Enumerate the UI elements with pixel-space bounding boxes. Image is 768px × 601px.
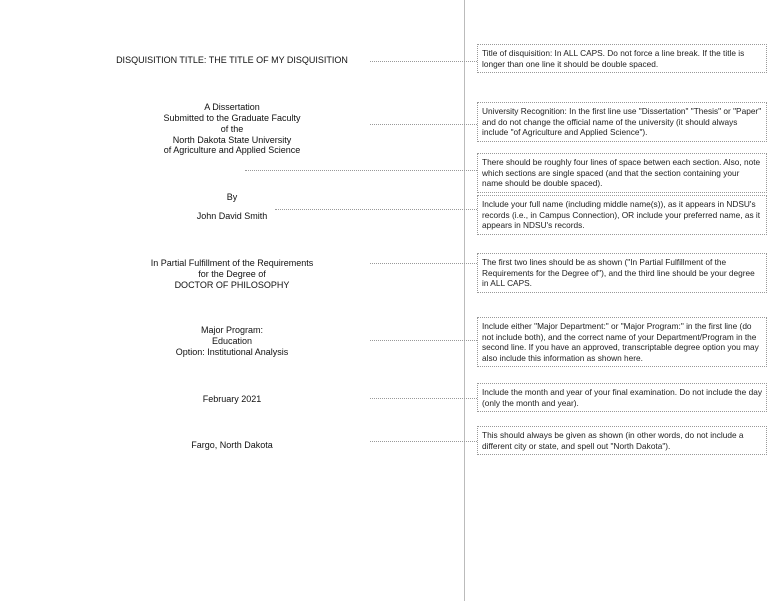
comment-balloon[interactable]: There should be roughly four lines of space betwen each section. Also, note which sections are single spaced (and that the section containing your name should be double spaced). <box>477 153 767 193</box>
comment-connector <box>370 263 477 264</box>
fulfillment-line: In Partial Fulfillment of the Requirements <box>150 258 314 268</box>
comment-balloon[interactable]: University Recognition: In the first line use "Dissertation" "Thesis" or "Paper" and do not change the official name of the university (it should always include "of Agriculture and Applied Science"). <box>477 102 767 142</box>
degree-name: DOCTOR OF PHILOSOPHY <box>174 280 290 290</box>
comment-balloon[interactable]: Include either "Major Department:" or "Major Program:" in the first line (do not include both), and the correct name of your Department/Program in the second line. If you have an approved, transcriptable degree option you may also include this information as shown here. <box>477 317 767 367</box>
comment-connector <box>370 61 477 62</box>
comment-connector <box>370 441 477 442</box>
comment-balloon[interactable]: Include your full name (including middle name(s)), as it appears in NDSU's records (i.e., in Campus Connection), OR include your preferred name, as it appears in NDSU's records. <box>477 195 767 235</box>
recognition-line: of the <box>220 124 244 134</box>
recognition-line: Submitted to the Graduate Faculty <box>163 113 301 123</box>
location: Fargo, North Dakota <box>191 440 273 450</box>
recognition-line: North Dakota State University <box>172 135 292 145</box>
comment-connector <box>245 170 477 171</box>
comment-pane <box>465 0 768 601</box>
program-line: Education <box>211 336 253 346</box>
disquisition-title: DISQUISITION TITLE: THE TITLE OF MY DISQUISITION <box>116 55 348 65</box>
exam-date: February 2021 <box>202 394 262 404</box>
by-line: By <box>226 192 238 202</box>
comment-connector <box>370 398 477 399</box>
program-line: Major Program: <box>200 325 263 335</box>
fulfillment-line: for the Degree of <box>198 269 266 279</box>
comment-connector <box>370 124 477 125</box>
author-name: John David Smith <box>196 211 268 221</box>
comment-connector <box>275 209 477 210</box>
recognition-line: of Agriculture and Applied Science <box>163 145 301 155</box>
comment-balloon[interactable]: The first two lines should be as shown ("In Partial Fulfillment of the Requirements for the Degree of"), and the third line should be your degree in ALL CAPS. <box>477 253 767 293</box>
recognition-line: A Dissertation <box>204 102 260 112</box>
program-line: Option: Institutional Analysis <box>175 347 289 357</box>
comment-balloon[interactable]: This should always be given as shown (in other words, do not include a different city or state, and spell out "North Dakota"). <box>477 426 767 455</box>
comment-balloon[interactable]: Title of disquisition: In ALL CAPS. Do not force a line break. If the title is longer than one line it should be double spaced. <box>477 44 767 73</box>
comment-connector <box>370 340 477 341</box>
comment-balloon[interactable]: Include the month and year of your final examination. Do not include the day (only the month and year). <box>477 383 767 412</box>
